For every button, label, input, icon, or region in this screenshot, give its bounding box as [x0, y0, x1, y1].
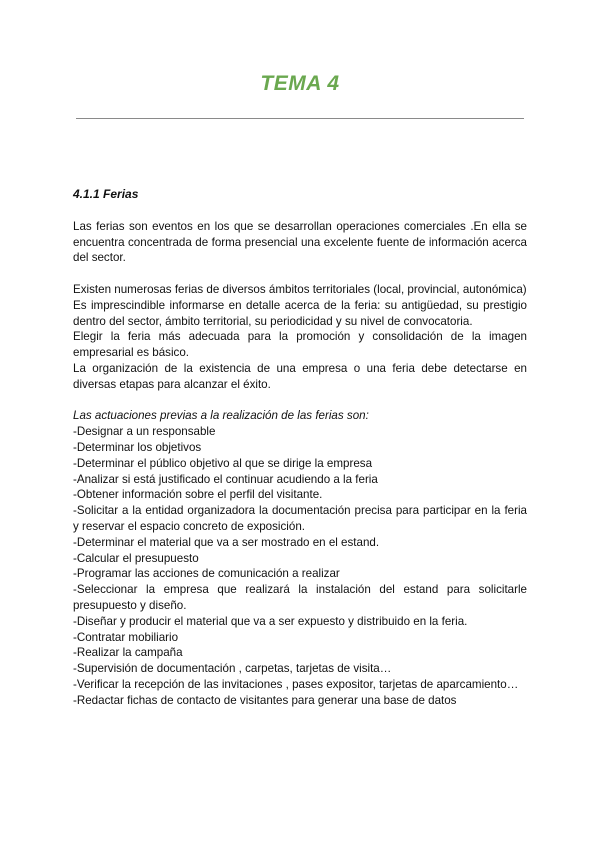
- list-item: -Verificar la recepción de las invitaciones , pases expositor, tarjetas de aparcamiento…: [73, 677, 519, 691]
- list-item: -Programar las acciones de comunicación a realizar: [73, 567, 340, 581]
- list-item: -Contratar mobiliario: [73, 630, 179, 644]
- list-item: -Designar a un responsable: [73, 425, 216, 439]
- list-item: -Redactar fichas de contacto de visitantes para generar una base de datos: [73, 693, 457, 707]
- list-item: -Analizar si está justificado el continuar acudiendo a la feria: [73, 472, 378, 486]
- paragraph: Existen numerosas ferias de diversos ámbitos territoriales (local, provincial, autonómica): [73, 282, 527, 296]
- list-item: -Determinar el material que va a ser mostrado en el estand.: [73, 535, 380, 549]
- list-item: -Calcular el presupuesto: [73, 551, 199, 565]
- paragraph: La organización de la existencia de una empresa o una feria debe detectarse en diversas etapas para alcanzar el éxito.: [73, 361, 527, 391]
- list-item: -Solicitar a la entidad organizadora la documentación precisa para participar en la feria y reservar el espacio concreto de exposición.: [73, 504, 527, 533]
- list-item: -Realizar la campaña: [73, 646, 183, 660]
- action-list: [73, 424, 527, 708]
- document-body: [73, 187, 527, 709]
- list-item: -Supervisión de documentación , carpetas, tarjetas de visita…: [73, 662, 392, 676]
- paragraph-gap: [73, 266, 527, 282]
- title-divider: [76, 118, 524, 119]
- paragraph-gap: [73, 393, 527, 409]
- list-item: -Determinar los objetivos: [73, 440, 202, 454]
- list-intro: Las actuaciones previas a la realización de las ferias son:: [73, 409, 369, 423]
- section-heading: 4.1.1 Ferias: [73, 187, 139, 201]
- list-item: -Determinar el público objetivo al que se dirige la empresa: [73, 456, 373, 470]
- list-item: -Diseñar y producir el material que va a ser expuesto y distribuido en la feria.: [73, 614, 468, 628]
- paragraph: Es imprescindible informarse en detalle acerca de la feria: su antigüedad, su prestigio dentro del sector, ámbito territorial, su periodicidad y su nivel de convocatoria.: [73, 298, 527, 328]
- paragraph: Elegir la feria más adecuada para la promoción y consolidación de la imagen empresarial es básico.: [73, 330, 527, 360]
- list-item: -Obtener información sobre el perfil del visitante.: [73, 488, 323, 502]
- page-title: TEMA 4: [260, 72, 340, 95]
- list-item: -Seleccionar la empresa que realizará la instalación del estand para solicitarle presupuesto y diseño.: [73, 583, 527, 612]
- paragraph: Las ferias son eventos en los que se desarrollan operaciones comerciales .En ella se encuentra concentrada de forma presencial una excelente fuente de información acerca del sector.: [73, 219, 527, 265]
